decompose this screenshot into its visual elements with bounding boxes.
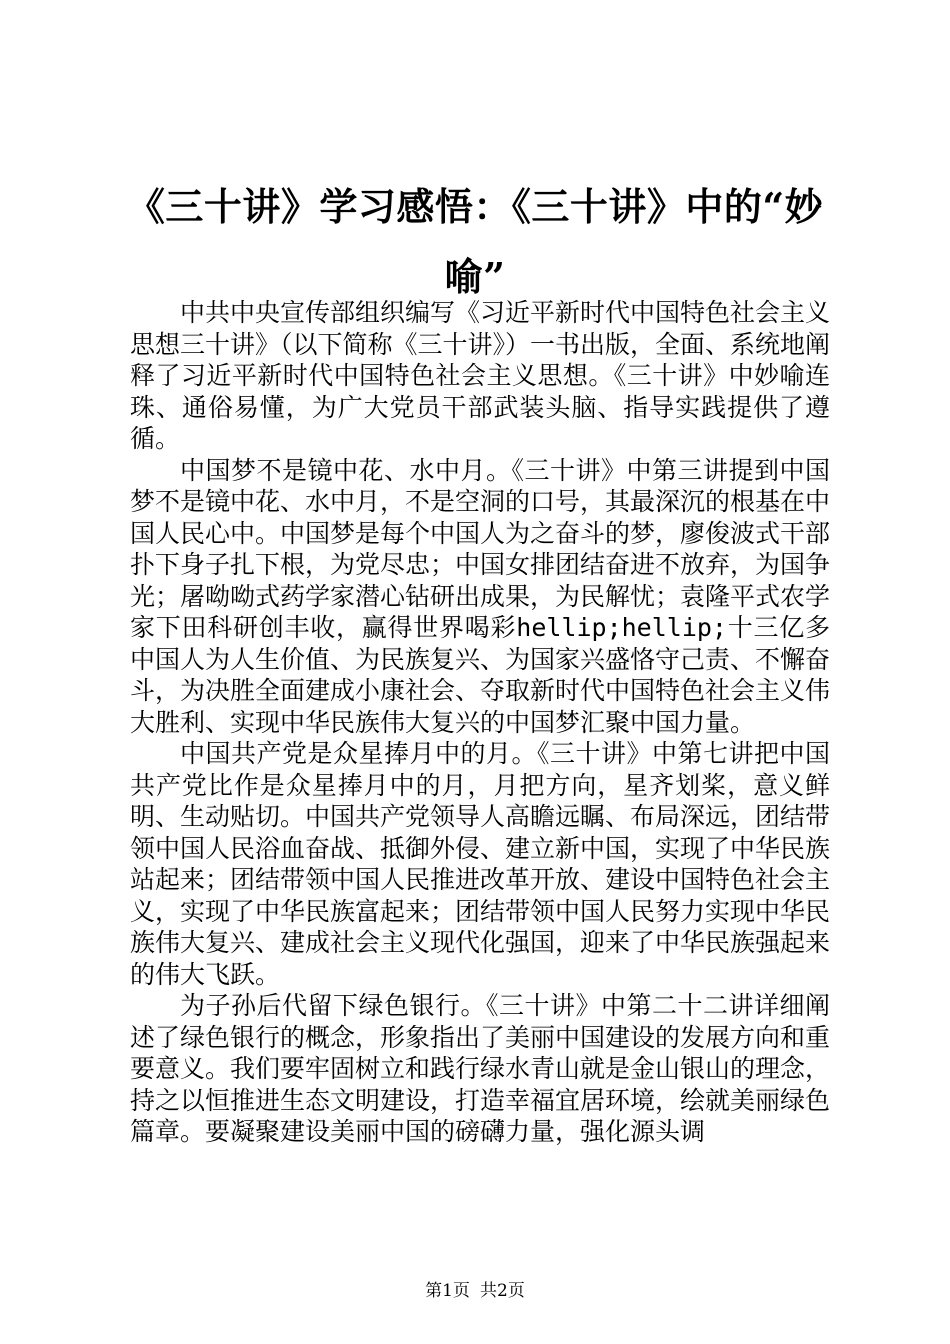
paragraph: 中共中央宣传部组织编写《习近平新时代中国特色社会主义思想三十讲》（以下简称《三十讲》）一书出版，全面、系统地阐释了习近平新时代中国特色社会主义思想。《三十讲》中妙喻连珠、通俗易懂，为广大党员干部武装头脑、指导实践提供了遵循。: [130, 298, 831, 453]
page-number-current: 第1页: [425, 1281, 470, 1301]
paragraph: 中国梦不是镜中花、水中月。《三十讲》中第三讲提到中国梦不是镜中花、水中月，不是空洞的口号，其最深沉的根基在中国人民心中。中国梦是每个中国人为之奋斗的梦，廖俊波式干部扑下身子扎下根，为党尽忠；中国女排团结奋进不放弃，为国争光；屠呦呦式药学家潜心钻研出成果，为民解忧；袁隆平式农学家下田科研创丰收，赢得世界喝彩hellip;hellip;十三亿多中国人为人生价值、为民族复兴、为国家兴盛恪守己责、不懈奋斗，为决胜全面建成小康社会、夺取新时代中国特色社会主义伟大胜利、实现中华民族伟大复兴的中国梦汇聚中国力量。: [130, 455, 831, 737]
paragraph: 为子孙后代留下绿色银行。《三十讲》中第二十二讲详细阐述了绿色银行的概念，形象指出了美丽中国建设的发展方向和重要意义。我们要牢固树立和践行绿水青山就是金山银山的理念，持之以恒推进生态文明建设，打造幸福宜居环境，绘就美丽绿色篇章。要凝聚建设美丽中国的磅礴力量，强化源头调: [130, 991, 831, 1146]
document-body: [130, 297, 830, 1148]
page-number-total: 共2页: [480, 1281, 525, 1301]
paragraph: 中国共产党是众星捧月中的月。《三十讲》中第七讲把中国共产党比作是众星捧月中的月，月把方向，星齐划桨，意义鲜明、生动贴切。中国共产党领导人高瞻远瞩、布局深远，团结带领中国人民浴血奋战、抵御外侵、建立新中国，实现了中华民族站起来；团结带领中国人民推进改革开放、建设中国特色社会主义，实现了中华民族富起来；团结带领中国人民努力实现中华民族伟大复兴、建成社会主义现代化强国，迎来了中华民族强起来的伟大飞跃。: [130, 739, 831, 989]
document-title: 《三十讲》学习感悟：《三十讲》中的“妙喻”: [126, 184, 824, 299]
page-footer: [0, 1280, 950, 1302]
